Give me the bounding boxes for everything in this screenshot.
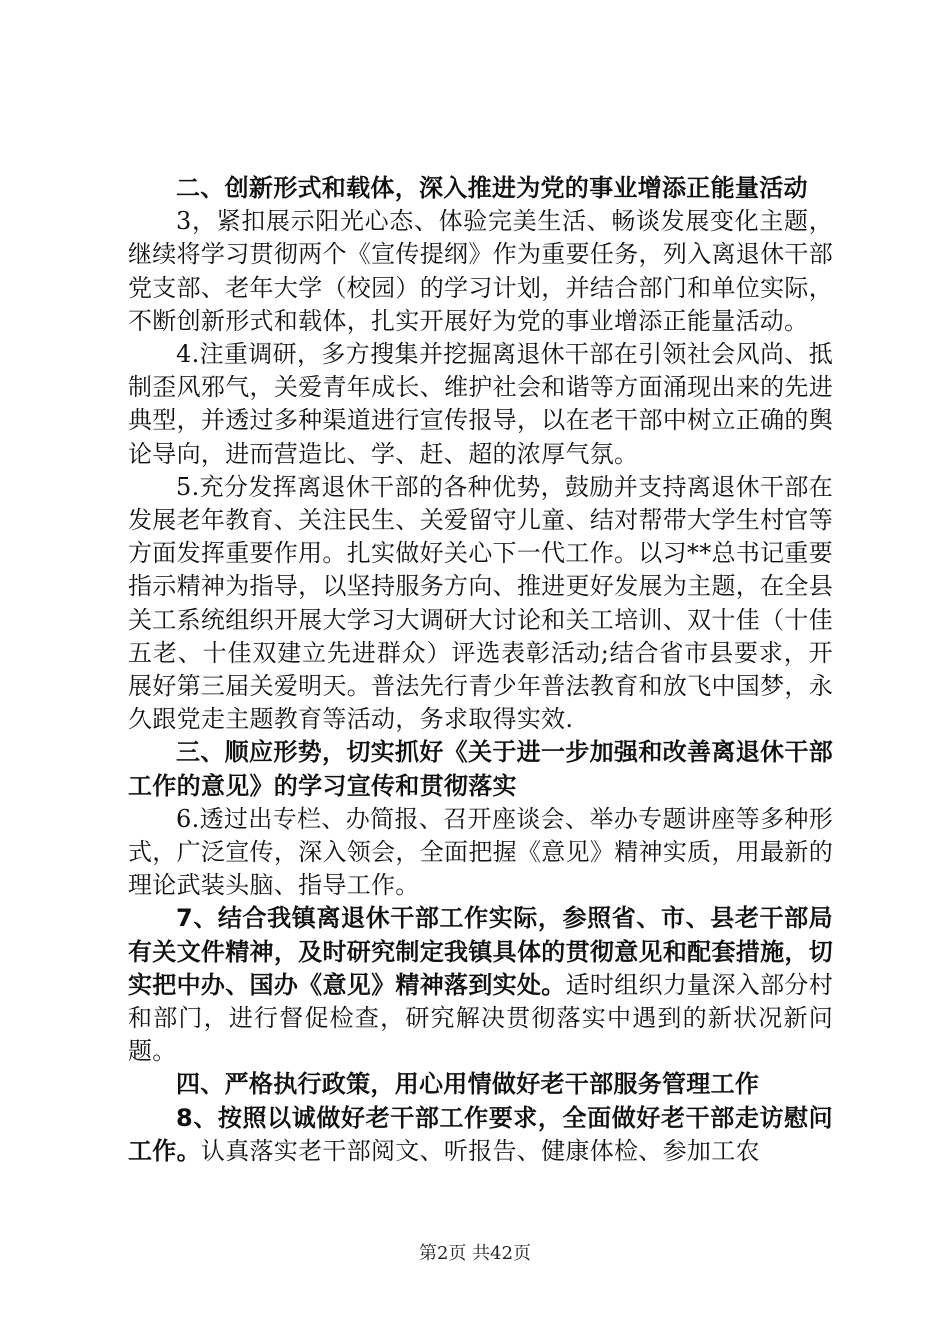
paragraph-8 xyxy=(128,1102,833,1168)
paragraph-7-bold: 7、结合我镇离退休干部工作实际，参照省、市、县老干部局有关文件精神，及时研究制定我镇具体的贯彻意见和配套措施，切实把中办、国办《意见》精神落到实处。 xyxy=(128,904,833,999)
section-heading-3: 三、顺应形势，切实抓好《关于进一步加强和改善离退休干部工作的意见》的学习宣传和贯彻落实 xyxy=(128,738,833,800)
paragraph-4: 4.注重调研，多方搜集并挖掘离退休干部在引领社会风尚、抵制歪风邪气，关爱青年成长、维护社会和谐等方面涌现出来的先进典型，并透过多种渠道进行宣传报导，以在老干部中树立正确的舆论导向，进而营造比、学、赶、超的浓厚气氛。 xyxy=(128,340,833,468)
paragraph-7-rest: 适时组织力量深入部分村和部门，进行督促检查，研究解决贯彻落实中遇到的新状况新问题。 xyxy=(128,970,833,1066)
page-footer: 第2页 共42页 xyxy=(418,1243,532,1264)
document-body xyxy=(128,172,833,1168)
paragraph-8-bold: 8、按照以诚做好老干部工作要求，全面做好老干部走访慰问工作。 xyxy=(128,1103,833,1165)
paragraph-5: 5.充分发挥离退休干部的各种优势，鼓励并支持离退休干部在发展老年教育、关注民生、关爱留守儿童、结对帮带大学生村官等方面发挥重要作用。扎实做好关心下一代工作。以习**总书记重要指示精神为指导，以坚持服务方向、推进更好发展为主题，在全县关工系统组织开展大学习大调研大讨论和关工培训、双十佳（十佳五老、十佳双建立先进群众）评选表彰活动;结合省市县要求，开展好第三届关爱明天。普法先行青少年普法教育和放飞中国梦，永久跟党走主题教育等活动，务求取得实效. xyxy=(128,472,833,734)
section-heading-2: 二、创新形式和载体，深入推进为党的事业增添正能量活动 xyxy=(176,174,808,202)
section-heading-4: 四、严格执行政策，用心用情做好老干部服务管理工作 xyxy=(176,1070,760,1099)
paragraph-8-rest: 认真落实老干部阅文、听报告、健康体检、参加工农 xyxy=(200,1136,760,1165)
paragraph-6: 6.透过出专栏、办简报、召开座谈会、举办专题讲座等多种形式，广泛宣传，深入领会，全面把握《意见》精神实质，用最新的理论武装头脑、指导工作。 xyxy=(128,804,833,900)
paragraph-3: 3，紧扣展示阳光心态、体验完美生活、畅谈发展变化主题，继续将学习贯彻两个《宣传提纲》作为重要任务，列入离退休干部党支部、老年大学（校园）的学习计划，并结合部门和单位实际，不断创新形式和载体，扎实开展好为党的事业增添正能量活动。 xyxy=(128,207,833,335)
paragraph-7 xyxy=(128,902,833,1068)
